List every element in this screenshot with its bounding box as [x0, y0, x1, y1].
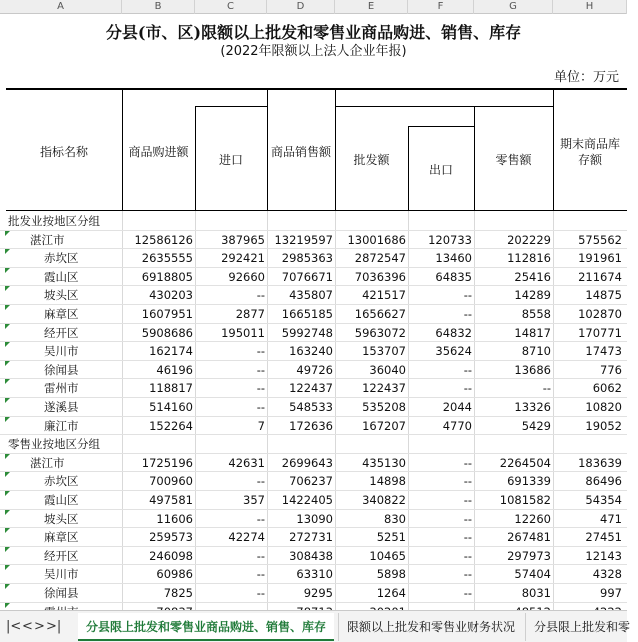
table-cell[interactable]: 8710 — [521, 344, 551, 359]
table-cell[interactable] — [123, 435, 193, 453]
table-cell[interactable]: 13219597 — [274, 232, 333, 247]
table-cell[interactable]: 8558 — [521, 307, 551, 321]
table-cell[interactable]: 27451 — [585, 530, 622, 545]
row-label[interactable]: 经开区 — [44, 325, 79, 340]
table-cell[interactable]: 1607951 — [141, 307, 193, 321]
table-cell[interactable]: 120733 — [428, 232, 472, 247]
table-cell[interactable]: -- — [463, 548, 472, 563]
table-cell[interactable] — [554, 435, 622, 453]
table-cell[interactable]: 272731 — [289, 530, 333, 545]
cell-note-marker — [5, 231, 10, 236]
table-cell[interactable]: 535208 — [362, 400, 406, 414]
table-cell[interactable]: -- — [256, 362, 265, 377]
table-cell[interactable]: 2872547 — [354, 251, 406, 266]
unit-label: 单位：万元 — [553, 70, 619, 85]
header-retail: 零售额 — [495, 153, 532, 167]
sheet-tab-purchase-sales-stock[interactable]: 分县限上批发和零售业商品购进、销售、库存 — [78, 613, 334, 641]
table-cell[interactable]: 17473 — [585, 344, 622, 359]
table-cell[interactable]: 1656627 — [354, 307, 406, 321]
header-purchase: 商品购进额 — [128, 145, 189, 159]
table-cell[interactable]: -- — [463, 511, 472, 526]
table-cell[interactable] — [336, 212, 406, 230]
cell-note-marker — [5, 398, 10, 403]
table-cell[interactable]: 5908686 — [141, 325, 193, 340]
row-label[interactable]: 湛江市 — [30, 232, 65, 247]
table-cell[interactable]: 997 — [600, 586, 622, 600]
table-cell[interactable]: 7076671 — [281, 269, 333, 284]
table-row[interactable] — [0, 547, 627, 566]
table-cell[interactable]: -- — [256, 288, 265, 303]
table-cell[interactable]: 292421 — [221, 251, 265, 266]
row-label[interactable]: 廉江市 — [44, 418, 79, 433]
header-export: 出口 — [428, 163, 453, 177]
table-cell[interactable]: 10820 — [585, 400, 622, 414]
table-cell[interactable]: -- — [256, 586, 265, 600]
table-cell[interactable]: 36040 — [369, 362, 406, 377]
group-header-row[interactable] — [0, 212, 627, 231]
table-cell[interactable]: -- — [256, 400, 265, 414]
worksheet[interactable] — [0, 14, 627, 610]
row-label[interactable]: 霞山区 — [44, 493, 79, 507]
table-row[interactable] — [0, 528, 627, 547]
table-cell[interactable]: 49726 — [296, 362, 333, 377]
table-cell[interactable]: 46196 — [156, 362, 193, 377]
table-cell[interactable]: 54354 — [585, 493, 622, 507]
table-cell[interactable]: 167207 — [362, 418, 406, 433]
table-cell[interactable]: 575562 — [578, 232, 622, 247]
table-cell[interactable]: -- — [542, 381, 551, 396]
table-cell[interactable] — [267, 212, 333, 230]
table-cell[interactable]: 1264 — [376, 586, 406, 600]
table-cell[interactable]: 13090 — [296, 511, 333, 526]
table-cell[interactable]: 60986 — [156, 567, 193, 582]
table-row[interactable] — [0, 305, 627, 324]
header-wholesale: 批发额 — [353, 153, 390, 167]
table-cell[interactable] — [408, 212, 472, 230]
table-cell[interactable]: 9295 — [303, 586, 333, 600]
table-cell[interactable]: 497581 — [149, 493, 193, 507]
table-cell[interactable]: 471 — [600, 511, 622, 526]
table-cell[interactable]: 8031 — [521, 586, 551, 600]
header-indicator: 指标名称 — [39, 145, 88, 159]
table-cell[interactable]: 246098 — [149, 548, 193, 563]
sheet-title: 分县(市、区)限额以上批发和零售业商品购进、销售、库存 — [105, 23, 522, 42]
row-label[interactable]: 经开区 — [44, 548, 79, 563]
sheet-tab-bar — [0, 610, 631, 642]
table-cell[interactable]: 430203 — [149, 288, 193, 303]
header-top-border — [6, 88, 627, 90]
table-cell[interactable]: -- — [463, 362, 472, 377]
table-cell[interactable]: 35624 — [435, 344, 472, 359]
row-label[interactable]: 麻章区 — [44, 307, 79, 321]
row-label[interactable]: 批发业按地区分组 — [8, 214, 100, 228]
header-sub-border-f — [408, 126, 474, 127]
table-cell[interactable]: -- — [256, 567, 265, 582]
row-label[interactable]: 赤坎区 — [44, 251, 79, 266]
next-sheet-button[interactable]: > — [34, 619, 45, 634]
table-cell[interactable]: -- — [463, 288, 472, 303]
table-row[interactable] — [0, 361, 627, 380]
table-cell[interactable]: 172636 — [289, 418, 333, 433]
table-cell[interactable]: -- — [256, 548, 265, 563]
table-cell[interactable] — [336, 435, 406, 453]
row-label[interactable]: 遂溪县 — [44, 400, 79, 414]
row-label[interactable]: 赤坎区 — [44, 474, 79, 489]
row-label[interactable]: 坡头区 — [44, 511, 79, 526]
table-cell[interactable]: 112816 — [507, 251, 551, 266]
table-cell[interactable]: 191961 — [578, 251, 622, 266]
table-cell[interactable]: -- — [463, 307, 472, 321]
table-cell[interactable]: 7 — [257, 418, 265, 433]
table-cell[interactable]: -- — [256, 381, 265, 396]
cell-note-marker — [5, 305, 10, 310]
table-cell[interactable]: 92660 — [228, 269, 265, 284]
table-cell[interactable]: 2699643 — [281, 455, 333, 470]
cell-note-marker — [5, 361, 10, 366]
table-cell[interactable]: -- — [463, 493, 472, 507]
cell-note-marker — [5, 286, 10, 291]
table-row[interactable] — [0, 491, 627, 510]
cell-note-marker — [5, 342, 10, 347]
header-sub-border-c — [195, 106, 267, 107]
cell-note-marker — [5, 268, 10, 273]
sheet-tab-county-wholesale[interactable]: 分县限上批发和零 — [525, 613, 638, 641]
table-cell[interactable]: 2635555 — [141, 251, 193, 266]
table-cell[interactable]: -- — [256, 344, 265, 359]
table-cell[interactable]: 7825 — [163, 586, 193, 600]
table-cell[interactable]: -- — [463, 586, 472, 600]
table-cell[interactable]: 13001686 — [347, 232, 406, 247]
header-stock: 期末商品库存额 — [559, 137, 620, 167]
column-header-h[interactable]: H — [553, 0, 627, 14]
table-cell[interactable]: 152264 — [149, 418, 193, 433]
table-row[interactable] — [0, 472, 627, 491]
cell-note-marker — [5, 603, 10, 608]
row-label[interactable]: 徐闻县 — [44, 362, 79, 377]
row-label[interactable]: 湛江市 — [30, 455, 65, 470]
column-header-f[interactable]: F — [408, 0, 474, 14]
cell-note-marker — [5, 472, 10, 477]
table-cell[interactable]: 14817 — [514, 325, 551, 340]
table-cell[interactable]: 6062 — [592, 381, 622, 396]
first-sheet-button[interactable]: |< — [6, 619, 22, 634]
table-cell[interactable]: 5992748 — [281, 325, 333, 340]
table-cell[interactable]: 63310 — [296, 567, 333, 582]
cell-note-marker — [5, 565, 10, 570]
table-row[interactable] — [0, 286, 627, 305]
table-cell[interactable]: 5429 — [521, 418, 551, 433]
cell-note-marker — [5, 417, 10, 422]
table-cell[interactable]: 706237 — [289, 474, 333, 489]
table-cell[interactable]: 13326 — [514, 400, 551, 414]
table-cell[interactable] — [195, 435, 265, 453]
table-cell[interactable] — [475, 435, 551, 453]
table-cell[interactable]: 548533 — [289, 400, 333, 414]
table-cell[interactable]: 211674 — [578, 269, 622, 284]
table-cell[interactable]: -- — [256, 511, 265, 526]
table-cell[interactable]: 7036396 — [354, 269, 406, 284]
table-cell[interactable]: 5898 — [376, 567, 406, 582]
row-label[interactable]: 坡头区 — [44, 288, 79, 303]
table-cell[interactable]: 12143 — [585, 548, 622, 563]
table-cell[interactable] — [195, 212, 265, 230]
cell-note-marker — [5, 584, 10, 589]
table-cell[interactable]: 830 — [384, 511, 406, 526]
row-label[interactable]: 吴川市 — [44, 567, 79, 582]
table-cell[interactable]: 4770 — [442, 418, 472, 433]
table-cell[interactable] — [475, 212, 551, 230]
header-bottom-border — [6, 210, 627, 211]
table-row[interactable] — [0, 510, 627, 529]
table-cell[interactable]: 11606 — [156, 511, 193, 526]
table-cell[interactable]: 12260 — [514, 511, 551, 526]
table-cell[interactable]: 12586126 — [134, 232, 193, 247]
table-cell[interactable]: 64832 — [435, 325, 472, 340]
table-cell[interactable]: -- — [463, 567, 472, 582]
table-cell[interactable]: -- — [463, 530, 472, 545]
table-row[interactable] — [0, 565, 627, 584]
table-cell[interactable]: 340822 — [362, 493, 406, 507]
table-cell[interactable]: 122437 — [362, 381, 406, 396]
table-cell[interactable]: 297973 — [507, 548, 551, 563]
table-cell[interactable]: 1725196 — [141, 455, 193, 470]
table-cell[interactable]: 57404 — [514, 567, 551, 582]
table-cell[interactable]: 435130 — [362, 455, 406, 470]
table-row[interactable] — [0, 249, 627, 268]
sheet-tab-financial-status[interactable]: 限额以上批发和零售业财务状况 — [338, 613, 523, 641]
table-cell[interactable]: 13460 — [435, 251, 472, 266]
table-cell[interactable]: 267481 — [507, 530, 551, 545]
header-sales: 商品销售额 — [270, 145, 331, 159]
table-cell[interactable]: 10465 — [369, 548, 406, 563]
table-cell[interactable]: 1665185 — [281, 307, 333, 321]
table-cell[interactable]: 202229 — [507, 232, 551, 247]
table-cell[interactable]: 14898 — [369, 474, 406, 489]
table-cell[interactable]: -- — [463, 381, 472, 396]
column-header-bar — [0, 0, 627, 14]
table-cell[interactable]: 170771 — [578, 325, 622, 340]
sheet-subtitle: (2022年限额以上法人企业年报) — [220, 44, 407, 59]
table-cell[interactable] — [267, 435, 333, 453]
cell-note-marker — [5, 454, 10, 459]
row-label[interactable]: 霞山区 — [44, 269, 79, 284]
table-cell[interactable]: 195011 — [221, 325, 265, 340]
table-cell[interactable]: 4328 — [592, 567, 622, 582]
prev-sheet-button[interactable]: < — [22, 619, 33, 634]
row-label[interactable]: 麻章区 — [44, 530, 79, 545]
cell-note-marker — [5, 249, 10, 254]
table-row[interactable] — [0, 379, 627, 398]
header-divider-h — [553, 88, 554, 210]
table-cell[interactable]: 162174 — [149, 344, 193, 359]
cell-note-marker — [5, 528, 10, 533]
column-header-a[interactable]: A — [0, 0, 122, 14]
table-cell[interactable]: 2264504 — [499, 455, 551, 470]
table-cell[interactable]: 42274 — [228, 530, 265, 545]
table-cell[interactable]: 14875 — [585, 288, 622, 303]
table-cell[interactable] — [408, 435, 472, 453]
table-row[interactable] — [0, 268, 627, 287]
row-label[interactable]: 零售业按地区分组 — [8, 437, 100, 452]
table-cell[interactable]: 5251 — [376, 530, 406, 545]
cell-note-marker — [5, 510, 10, 515]
column-header-d[interactable]: D — [267, 0, 335, 14]
table-cell[interactable]: -- — [256, 474, 265, 489]
table-row[interactable] — [0, 342, 627, 361]
table-cell[interactable]: 118817 — [149, 381, 193, 396]
table-cell[interactable]: 122437 — [289, 381, 333, 396]
column-header-e[interactable]: E — [335, 0, 408, 14]
table-cell[interactable]: -- — [463, 474, 472, 489]
table-row[interactable] — [0, 231, 627, 250]
table-cell[interactable]: 1081582 — [499, 493, 551, 507]
table-cell[interactable] — [554, 212, 622, 230]
row-label[interactable]: 吴川市 — [44, 344, 79, 359]
table-cell[interactable]: 5963072 — [354, 325, 406, 340]
table-cell[interactable]: 14289 — [514, 288, 551, 303]
row-label[interactable]: 雷州市 — [44, 381, 79, 396]
column-header-g[interactable]: G — [474, 0, 553, 14]
table-cell[interactable]: 25416 — [514, 269, 551, 284]
table-cell[interactable]: 183639 — [578, 455, 622, 470]
row-label[interactable]: 徐闻县 — [44, 586, 79, 600]
table-cell[interactable]: 13686 — [514, 362, 551, 377]
cell-note-marker — [5, 547, 10, 552]
table-cell[interactable]: 308438 — [289, 548, 333, 563]
table-cell[interactable]: 435807 — [289, 288, 333, 303]
cell-note-marker — [5, 379, 10, 384]
table-cell[interactable]: 514160 — [149, 400, 193, 414]
table-cell[interactable]: 2985363 — [281, 251, 333, 266]
table-cell[interactable]: 700960 — [149, 474, 193, 489]
table-cell[interactable]: 776 — [600, 362, 622, 377]
header-import: 进口 — [218, 153, 243, 167]
table-cell[interactable]: 19052 — [585, 418, 622, 433]
header-sub-border-eg — [335, 106, 553, 107]
table-cell[interactable]: 259573 — [149, 530, 193, 545]
table-cell[interactable]: 102870 — [578, 307, 622, 321]
table-row[interactable] — [0, 584, 627, 603]
cell-note-marker — [5, 324, 10, 329]
cell-note-marker — [5, 491, 10, 496]
table-cell[interactable]: 1422405 — [281, 493, 333, 507]
group-header-row[interactable] — [0, 435, 627, 454]
table-cell[interactable]: 387965 — [221, 232, 265, 247]
table-cell[interactable]: 6918805 — [141, 269, 193, 284]
column-header-b[interactable]: B — [122, 0, 195, 14]
table-cell[interactable]: 2044 — [442, 400, 472, 414]
table-row[interactable] — [0, 398, 627, 417]
last-sheet-button[interactable]: >| — [46, 619, 62, 634]
table-cell[interactable]: 357 — [243, 493, 265, 507]
table-row[interactable] — [0, 417, 627, 436]
table-row[interactable] — [0, 454, 627, 473]
table-cell[interactable]: -- — [463, 455, 472, 470]
table-cell[interactable]: 64835 — [435, 269, 472, 284]
table-cell[interactable]: 86496 — [585, 474, 622, 489]
header-divider-e — [335, 88, 336, 210]
table-cell[interactable]: 421517 — [362, 288, 406, 303]
table-row[interactable] — [0, 324, 627, 343]
column-header-c[interactable]: C — [195, 0, 267, 14]
table-cell[interactable] — [123, 212, 193, 230]
table-cell[interactable]: 691339 — [507, 474, 551, 489]
table-cell[interactable]: 153707 — [362, 344, 406, 359]
table-cell[interactable]: 42631 — [228, 455, 265, 470]
table-cell[interactable]: 163240 — [289, 344, 333, 359]
table-cell[interactable]: 2877 — [235, 307, 265, 321]
